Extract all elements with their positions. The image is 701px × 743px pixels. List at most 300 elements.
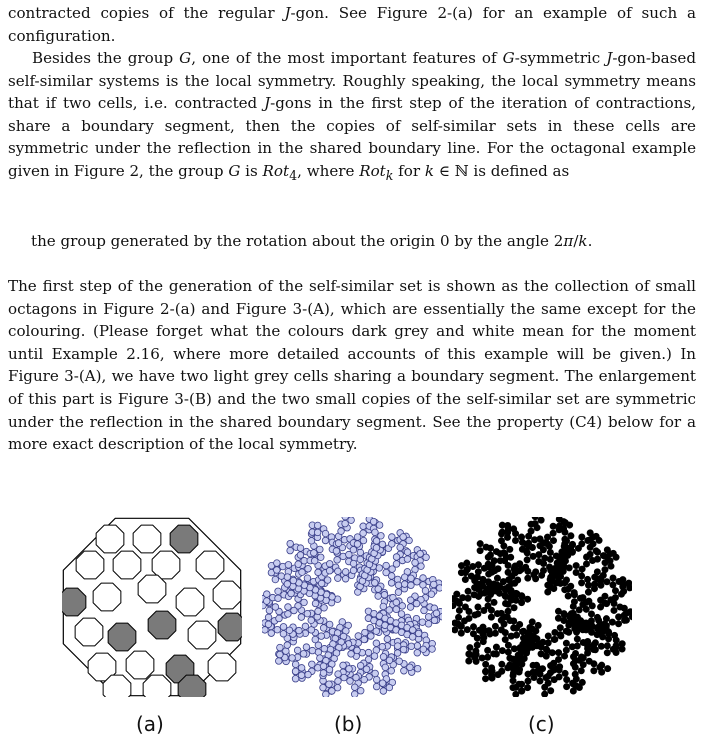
set-dot — [324, 577, 331, 584]
set-dot — [627, 585, 632, 591]
set-dot — [273, 567, 280, 574]
set-dot — [386, 607, 393, 614]
set-dot — [308, 537, 315, 544]
set-dot — [513, 691, 519, 697]
cell-octagon — [75, 618, 103, 646]
set-dot — [373, 538, 380, 545]
set-dot — [623, 610, 629, 616]
set-dot — [502, 558, 508, 564]
set-dot — [511, 625, 517, 631]
set-dot — [268, 630, 275, 637]
set-dot — [561, 518, 567, 524]
set-dot — [492, 623, 498, 629]
set-dot — [323, 691, 330, 697]
set-dot — [591, 646, 597, 652]
set-dot — [408, 582, 415, 589]
cell-octagon — [62, 588, 86, 616]
set-dot — [292, 661, 299, 668]
set-dot — [266, 607, 273, 614]
set-dot — [423, 554, 430, 561]
set-dot — [570, 680, 576, 686]
set-dot — [455, 621, 461, 627]
set-dot — [326, 560, 333, 567]
set-dot — [285, 611, 292, 618]
set-dot — [524, 685, 530, 691]
set-dot — [536, 551, 542, 557]
set-dot — [585, 589, 591, 595]
set-dot — [312, 636, 319, 643]
set-dot — [335, 568, 342, 575]
set-dot — [334, 575, 341, 582]
set-dot — [379, 541, 386, 548]
set-dot — [283, 648, 290, 655]
set-dot — [342, 575, 349, 582]
caption-b: (b) — [334, 712, 363, 736]
set-dot — [309, 661, 316, 668]
set-dot — [618, 591, 624, 597]
cell-octagon — [113, 551, 141, 579]
set-dot — [389, 534, 396, 541]
set-dot — [381, 591, 388, 598]
set-dot — [470, 631, 476, 637]
figure-c-self-similar-set-black — [452, 517, 632, 697]
set-dot — [498, 617, 504, 623]
set-dot — [338, 528, 345, 535]
set-dot — [272, 604, 279, 611]
set-dot — [395, 582, 402, 589]
set-dot — [540, 560, 546, 566]
set-dot — [288, 590, 295, 597]
set-dot — [346, 666, 353, 673]
set-dot — [470, 624, 476, 630]
set-dot — [583, 606, 589, 612]
set-dot — [420, 575, 427, 582]
set-dot — [507, 655, 513, 661]
set-dot — [562, 670, 568, 676]
set-dot — [265, 621, 272, 628]
set-dot — [370, 518, 377, 525]
set-dot — [576, 607, 582, 613]
set-dot — [511, 605, 517, 611]
set-dot — [607, 551, 613, 557]
set-dot — [512, 537, 518, 543]
set-dot — [326, 666, 333, 673]
set-dot — [379, 643, 386, 650]
set-dot — [566, 565, 572, 571]
set-dot — [511, 646, 517, 652]
set-dot — [287, 547, 294, 554]
cell-octagon — [213, 581, 241, 609]
set-dot — [598, 643, 604, 649]
set-dot — [351, 691, 358, 697]
set-dot — [357, 556, 364, 563]
set-dot — [393, 599, 400, 606]
set-dot — [407, 597, 414, 604]
set-dot — [299, 569, 306, 576]
set-dot — [572, 664, 578, 670]
set-dot — [342, 517, 349, 520]
set-dot — [388, 573, 395, 580]
set-dot — [480, 577, 486, 583]
set-dot — [516, 681, 522, 687]
set-dot — [408, 575, 415, 582]
set-dot — [583, 554, 589, 560]
set-dot — [406, 537, 413, 544]
figure-a-octagon-cells — [62, 517, 242, 697]
set-dot — [578, 580, 584, 586]
set-dot — [476, 627, 482, 633]
set-dot — [422, 587, 429, 594]
paragraph-1: contracted copies of the regular J-gon. See Figure 2-(a) for an example of such a configuration. — [8, 4, 696, 45]
set-dot — [400, 646, 407, 653]
set-dot — [573, 562, 579, 568]
set-dot — [329, 688, 336, 695]
cell-octagon — [148, 611, 176, 639]
set-dot — [564, 684, 570, 690]
set-dot — [485, 647, 491, 653]
set-dot — [545, 633, 551, 639]
set-dot — [373, 676, 380, 683]
set-dot — [488, 614, 494, 620]
set-dot — [354, 647, 361, 654]
set-dot — [597, 604, 603, 610]
set-dot — [417, 551, 424, 558]
set-dot — [474, 574, 480, 580]
set-dot — [621, 581, 627, 587]
set-dot — [340, 662, 347, 669]
set-dot — [318, 633, 325, 640]
set-dot — [399, 603, 406, 610]
set-dot — [363, 666, 370, 673]
set-dot — [570, 688, 576, 694]
set-dot — [421, 607, 428, 614]
set-dot — [598, 597, 604, 603]
set-dot — [428, 591, 435, 598]
set-dot — [361, 676, 368, 683]
set-dot — [606, 630, 612, 636]
set-dot — [502, 600, 508, 606]
set-dot — [321, 604, 328, 611]
set-dot — [458, 630, 464, 636]
set-dot — [576, 684, 582, 690]
set-dot — [465, 588, 471, 594]
set-dot — [487, 552, 493, 558]
set-dot — [360, 530, 367, 537]
set-dot — [454, 591, 460, 597]
set-dot — [360, 537, 367, 544]
set-dot — [570, 603, 576, 609]
set-dot — [561, 653, 567, 659]
set-dot — [418, 563, 425, 570]
set-dot — [462, 576, 468, 582]
set-dot — [564, 677, 570, 683]
cell-octagon — [143, 675, 171, 697]
set-dot — [384, 636, 391, 643]
set-dot — [591, 668, 597, 674]
set-dot — [563, 640, 569, 646]
set-dot — [589, 603, 595, 609]
set-dot — [598, 582, 604, 588]
set-dot — [348, 517, 355, 523]
set-dot — [265, 614, 272, 621]
set-dot — [321, 645, 328, 652]
set-dot — [587, 544, 593, 550]
set-dot — [320, 663, 327, 670]
set-dot — [548, 663, 554, 669]
set-dot — [373, 545, 380, 552]
set-dot — [540, 547, 546, 553]
set-dot — [365, 649, 372, 656]
set-dot — [275, 658, 282, 665]
cell-octagon — [126, 651, 154, 679]
set-dot — [367, 624, 374, 631]
set-dot — [579, 534, 585, 540]
set-dot — [308, 617, 315, 624]
set-dot — [301, 599, 308, 606]
set-dot — [516, 667, 522, 673]
set-dot — [562, 529, 568, 535]
set-dot — [505, 665, 511, 671]
set-dot — [464, 627, 470, 633]
set-dot — [567, 522, 573, 528]
set-dot — [409, 634, 416, 641]
set-dot — [473, 648, 479, 654]
set-dot — [482, 676, 488, 682]
set-dot — [388, 541, 395, 548]
set-dot — [602, 560, 608, 566]
cell-octagon — [196, 551, 224, 579]
set-dot — [414, 578, 421, 585]
set-dot — [550, 523, 556, 529]
set-dot — [286, 627, 293, 634]
set-dot — [505, 569, 511, 575]
set-dot — [489, 569, 495, 575]
set-dot — [368, 633, 375, 640]
paragraph-3-definition: the group generated by the rotation about the origin 0 by the angle 2π/k. — [31, 232, 593, 250]
set-dot — [510, 670, 516, 676]
set-dot — [357, 549, 364, 556]
set-dot — [517, 621, 523, 627]
set-dot — [510, 663, 516, 669]
set-dot — [383, 562, 390, 569]
set-dot — [342, 569, 349, 576]
set-dot — [386, 684, 393, 691]
set-dot — [596, 537, 602, 543]
set-dot — [294, 647, 301, 654]
set-dot — [550, 537, 556, 543]
set-dot — [563, 628, 569, 634]
set-dot — [551, 636, 557, 642]
set-dot — [509, 580, 515, 586]
set-dot — [498, 538, 504, 544]
set-dot — [274, 626, 281, 633]
set-dot — [611, 607, 617, 613]
set-dot — [530, 553, 536, 559]
set-dot — [388, 668, 395, 675]
set-dot — [401, 667, 408, 674]
set-dot — [464, 560, 470, 566]
set-dot — [594, 556, 600, 562]
paragraph-2: Besides the group G, one of the most important features of G-symmetric J-gon-based self-similar systems is the local symmetry. Roughly speaking, the local symmetry means that if two cells, i.e. contracted J-gons in the first step of the iteration of contractions, share a boundary segment, then the copies of self-similar sets in these cells are symmetric under the reflection in the shared boundary line. For the octagonal example given in Figure 2, the group G is Rot$_4$, where Rot$_k$ for k ∈ ℕ is defined as — [8, 49, 697, 183]
set-dot — [312, 600, 319, 607]
set-dot — [530, 662, 536, 668]
set-dot — [263, 591, 270, 598]
set-dot — [419, 619, 426, 626]
set-dot — [382, 664, 389, 671]
cell-octagon — [103, 675, 131, 697]
set-dot — [376, 565, 383, 572]
set-dot — [519, 688, 525, 694]
set-dot — [314, 529, 321, 536]
set-dot — [298, 614, 305, 621]
set-dot — [348, 651, 355, 658]
set-dot — [505, 608, 511, 614]
set-dot — [334, 557, 341, 564]
figure-row — [0, 510, 701, 743]
set-dot — [287, 540, 294, 547]
set-dot — [505, 642, 511, 648]
set-dot — [504, 614, 510, 620]
set-dot — [466, 615, 472, 621]
set-dot — [298, 672, 305, 679]
set-dot — [373, 640, 380, 647]
set-dot — [467, 651, 473, 657]
set-dot — [414, 665, 421, 672]
set-dot — [525, 671, 531, 677]
set-dot — [380, 603, 387, 610]
set-dot — [578, 668, 584, 674]
set-dot — [464, 567, 470, 573]
set-dot — [425, 614, 432, 621]
cell-octagon — [108, 623, 136, 651]
set-dot — [415, 630, 422, 637]
set-dot — [380, 688, 387, 695]
set-dot — [610, 575, 616, 581]
set-dot — [409, 627, 416, 634]
set-dot — [544, 541, 550, 547]
set-dot — [507, 546, 513, 552]
set-dot — [315, 608, 322, 615]
set-dot — [563, 538, 569, 544]
set-dot — [401, 574, 408, 581]
set-dot — [326, 621, 333, 628]
set-dot — [585, 643, 591, 649]
set-dot — [335, 671, 342, 678]
set-dot — [491, 558, 497, 564]
set-dot — [455, 614, 461, 620]
set-dot — [489, 665, 495, 671]
caption-c: (c) — [528, 712, 555, 736]
set-dot — [508, 554, 514, 560]
set-dot — [388, 580, 395, 587]
set-dot — [305, 565, 312, 572]
set-dot — [263, 598, 270, 605]
cell-octagon — [93, 583, 121, 611]
set-dot — [291, 607, 298, 614]
set-dot — [452, 627, 458, 633]
set-dot — [335, 678, 342, 685]
set-dot — [302, 623, 309, 630]
set-dot — [598, 575, 604, 581]
set-dot — [505, 522, 511, 528]
cell-octagon — [176, 588, 204, 616]
set-dot — [499, 648, 505, 654]
set-dot — [277, 644, 284, 651]
set-dot — [326, 681, 333, 688]
set-dot — [296, 627, 303, 634]
set-dot — [342, 520, 349, 527]
set-dot — [615, 621, 621, 627]
set-dot — [610, 582, 616, 588]
set-dot — [401, 581, 408, 588]
set-dot — [289, 655, 296, 662]
set-dot — [495, 672, 501, 678]
set-dot — [474, 642, 480, 648]
set-dot — [621, 617, 627, 623]
set-dot — [333, 548, 340, 555]
set-dot — [491, 651, 497, 657]
set-dot — [540, 567, 546, 573]
set-dot — [515, 577, 521, 583]
set-dot — [501, 550, 507, 556]
set-dot — [285, 604, 292, 611]
set-dot — [600, 634, 606, 640]
set-dot — [412, 559, 419, 566]
set-dot — [318, 580, 325, 587]
set-dot — [533, 576, 539, 582]
set-dot — [353, 674, 360, 681]
set-dot — [304, 610, 311, 617]
set-dot — [386, 657, 393, 664]
set-dot — [322, 530, 329, 537]
set-dot — [295, 561, 302, 568]
set-dot — [292, 675, 299, 682]
set-dot — [456, 607, 462, 613]
set-dot — [380, 653, 387, 660]
set-dot — [483, 668, 489, 674]
set-dot — [280, 624, 287, 631]
set-dot — [475, 611, 481, 617]
set-dot — [532, 520, 538, 526]
set-dot — [393, 561, 400, 568]
set-dot — [474, 581, 480, 587]
set-dot — [430, 581, 437, 588]
set-dot — [311, 557, 318, 564]
set-dot — [355, 633, 362, 640]
set-dot — [284, 642, 291, 649]
set-dot — [525, 568, 531, 574]
set-dot — [468, 573, 474, 579]
set-dot — [284, 574, 291, 581]
set-dot — [400, 534, 407, 541]
set-dot — [274, 560, 281, 567]
set-dot — [322, 537, 329, 544]
set-dot — [298, 665, 305, 672]
set-dot — [311, 550, 318, 557]
set-dot — [602, 567, 608, 573]
set-dot — [335, 540, 342, 547]
set-dot — [525, 678, 531, 684]
set-dot — [531, 674, 537, 680]
set-dot — [552, 629, 558, 635]
set-dot — [600, 627, 606, 633]
set-dot — [525, 575, 531, 581]
set-dot — [486, 628, 492, 634]
set-dot — [467, 644, 473, 650]
set-dot — [272, 576, 279, 583]
cell-octagon — [188, 621, 216, 649]
set-dot — [548, 688, 554, 694]
